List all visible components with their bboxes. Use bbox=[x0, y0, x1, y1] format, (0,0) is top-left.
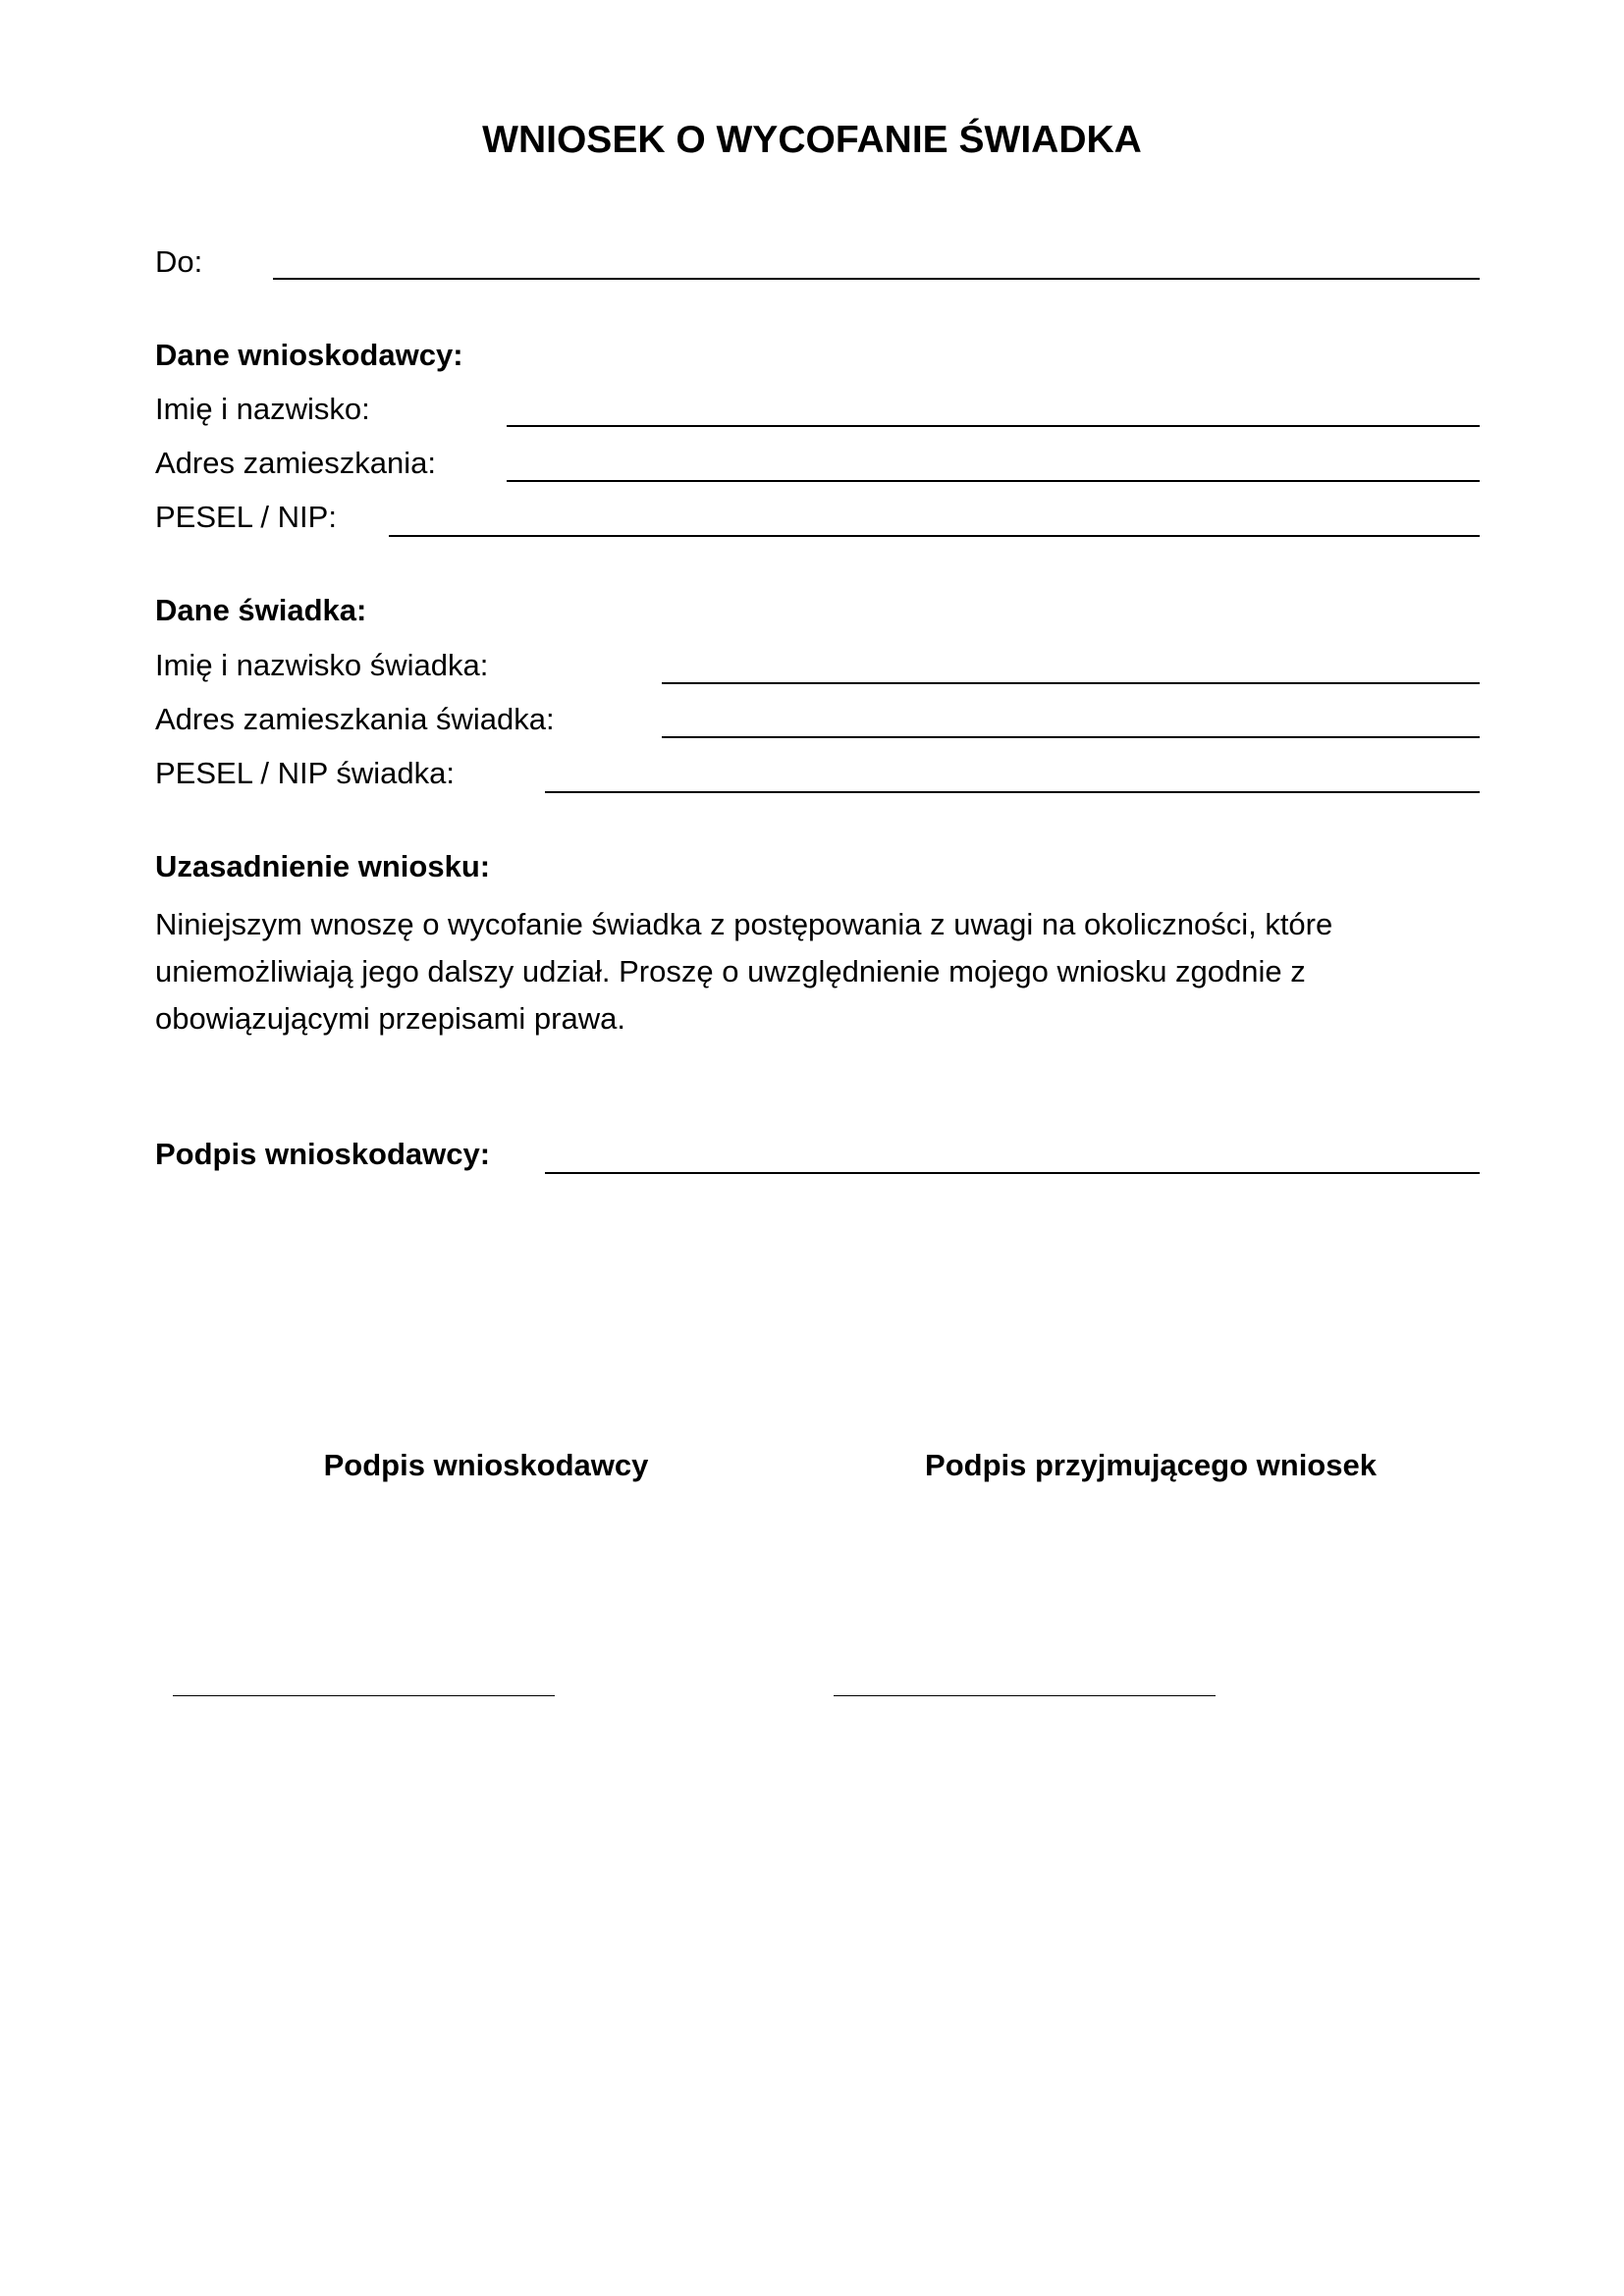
witness-id-line[interactable] bbox=[545, 791, 1480, 793]
applicant-signature-line[interactable] bbox=[173, 1695, 555, 1696]
applicant-signature-heading: Podpis wnioskodawcy bbox=[323, 1448, 649, 1482]
applicant-address-line[interactable] bbox=[507, 480, 1480, 482]
justification-line: Niniejszym wnoszę o wycofanie świadka z postępowania z uwagi na okoliczności, które bbox=[155, 907, 1333, 941]
witness-heading: Dane świadka: bbox=[155, 593, 367, 627]
applicant-heading: Dane wnioskodawcy: bbox=[155, 338, 463, 372]
document-title: WNIOSEK O WYCOFANIE ŚWIADKA bbox=[482, 119, 1142, 161]
applicant-address-label: Adres zamieszkania: bbox=[155, 446, 437, 480]
witness-name-line[interactable] bbox=[662, 682, 1480, 684]
to-label: Do: bbox=[155, 244, 203, 279]
applicant-id-label: PESEL / NIP: bbox=[155, 500, 337, 534]
signature-line[interactable] bbox=[545, 1172, 1480, 1174]
justification-line: uniemożliwiają jego dalszy udział. Proszę o uwzględnienie mojego wniosku zgodnie z bbox=[155, 954, 1306, 988]
to-field-line[interactable] bbox=[273, 278, 1480, 280]
justification-text bbox=[155, 901, 1481, 1042]
applicant-name-label: Imię i nazwisko: bbox=[155, 392, 370, 426]
receiver-signature-heading: Podpis przyjmującego wniosek bbox=[925, 1448, 1377, 1482]
justification-heading: Uzasadnienie wniosku: bbox=[155, 849, 491, 883]
witness-address-label: Adres zamieszkania świadka: bbox=[155, 702, 555, 736]
applicant-name-line[interactable] bbox=[507, 425, 1480, 427]
receiver-signature-line[interactable] bbox=[834, 1695, 1216, 1696]
justification-line: obowiązującymi przepisami prawa. bbox=[155, 1001, 625, 1036]
signature-label: Podpis wnioskodawcy: bbox=[155, 1137, 491, 1171]
witness-name-label: Imię i nazwisko świadka: bbox=[155, 648, 489, 682]
applicant-id-line[interactable] bbox=[389, 535, 1480, 537]
witness-address-line[interactable] bbox=[662, 736, 1480, 738]
witness-id-label: PESEL / NIP świadka: bbox=[155, 756, 455, 790]
